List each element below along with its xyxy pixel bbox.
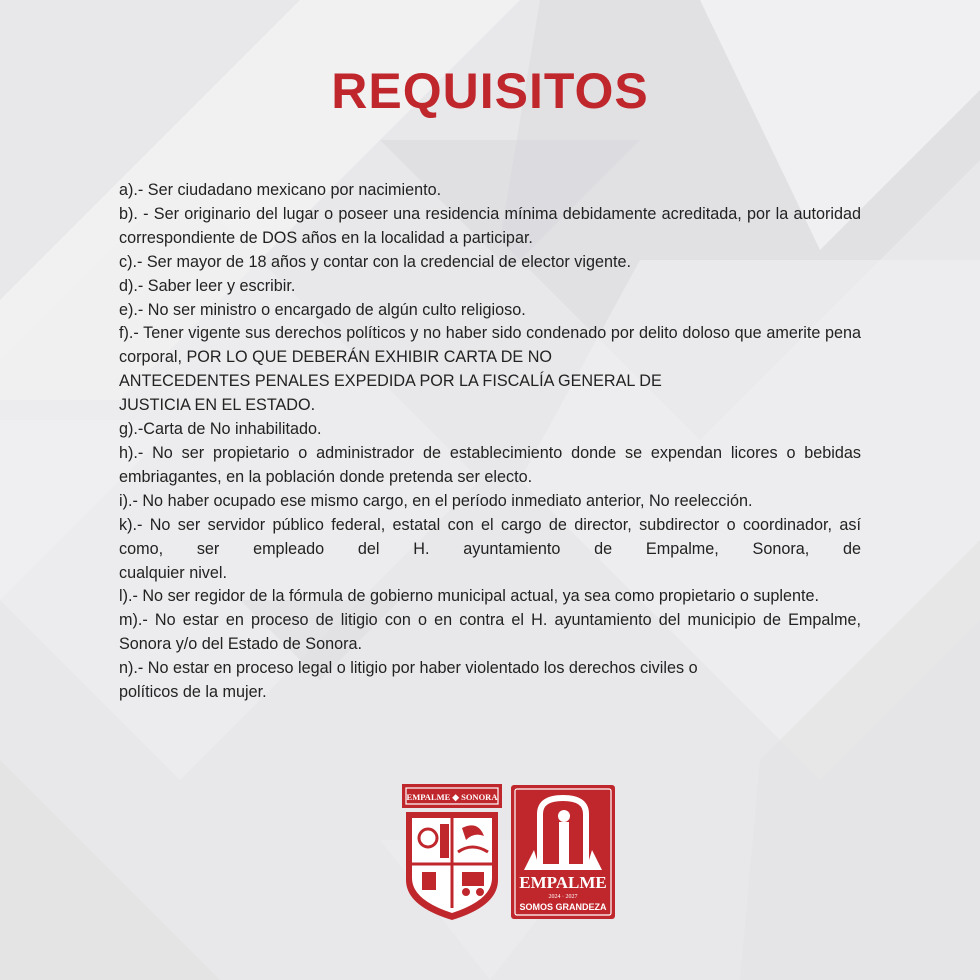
requirement-item-c: c).- Ser mayor de 18 años y contar con la credencial de elector vigente. [119, 252, 631, 271]
requirement-item-a: a).- Ser ciudadano mexicano por nacimiento. [119, 181, 442, 199]
requirement-item-d: d).- Saber leer y escribir. [119, 276, 296, 295]
logos-footer [400, 780, 620, 922]
empalme-logo-years: 2024 · 2027 [548, 894, 578, 900]
requirement-item-e: e).- No ser ministro o encargado de algún culto religioso. [119, 300, 526, 319]
requirement-item-f-line-2: ANTECEDENTES PENALES EXPEDIDA POR LA FISCALÍA GENERAL DE [119, 372, 662, 391]
municipal-coat-of-arms-icon [400, 780, 504, 922]
requirement-item-f [119, 322, 861, 418]
requirement-item-m: m).- No estar en proceso de litigio con o en contra el H. ayuntamiento del municipio de Empalme, Sonora y/o del Estado de Sonora. [119, 611, 861, 654]
requirements-list [119, 179, 861, 705]
requirement-item-f-line-1: f).- Tener vigente sus derechos políticos y no haber sido condenado por delito doloso que amerite pena corporal, POR LO QUE DEBERÁN EXHIBIR CARTA DE NO [119, 324, 861, 367]
requirement-item-i: i).- No haber ocupado ese mismo cargo, en el período inmediato anterior, No reelección. [119, 491, 753, 510]
requirement-item-n-line-2: políticos de la mujer. [119, 683, 267, 702]
empalme-monument-icon [510, 784, 616, 920]
requirement-item-b: b). - Ser originario del lugar o poseer una residencia mínima debidamente acreditada, por la autoridad correspondiente de DOS años en la localidad a participar. [119, 204, 861, 247]
requirement-item-l: l).- No ser regidor de la fórmula de gobierno municipal actual, ya sea como propietario o suplente. [119, 587, 820, 606]
requirement-item-h: h).- No ser propietario o administrador de establecimiento donde se expendan licores o bebidas embriagantes, en la población donde pretenda ser electo. [119, 443, 861, 486]
requirement-item-g: g).-Carta de No inhabilitado. [119, 420, 322, 439]
requirement-item-k-line-1: k).- No ser servidor público federal, estatal con el cargo de director, subdirector o coordinador, así como, ser empleado del H. ayuntamiento de Empalme, Sonora, de [119, 515, 861, 558]
requirement-item-n-line-1: n).- No estar en proceso legal o litigio por haber violentado los derechos civiles o [119, 659, 698, 678]
requirement-item-k-line-2: cualquier nivel. [119, 563, 227, 582]
requirement-item-n [119, 657, 861, 705]
empalme-logo-name: EMPALME [519, 873, 607, 892]
shield-banner-text: EMPALME ◆ SONORA [406, 792, 498, 802]
requirement-item-k [119, 514, 861, 586]
requirement-item-f-line-3: JUSTICIA EN EL ESTADO. [119, 396, 316, 415]
page-title: REQUISITOS [331, 63, 649, 119]
empalme-logo-slogan: SOMOS GRANDEZA [519, 902, 607, 912]
